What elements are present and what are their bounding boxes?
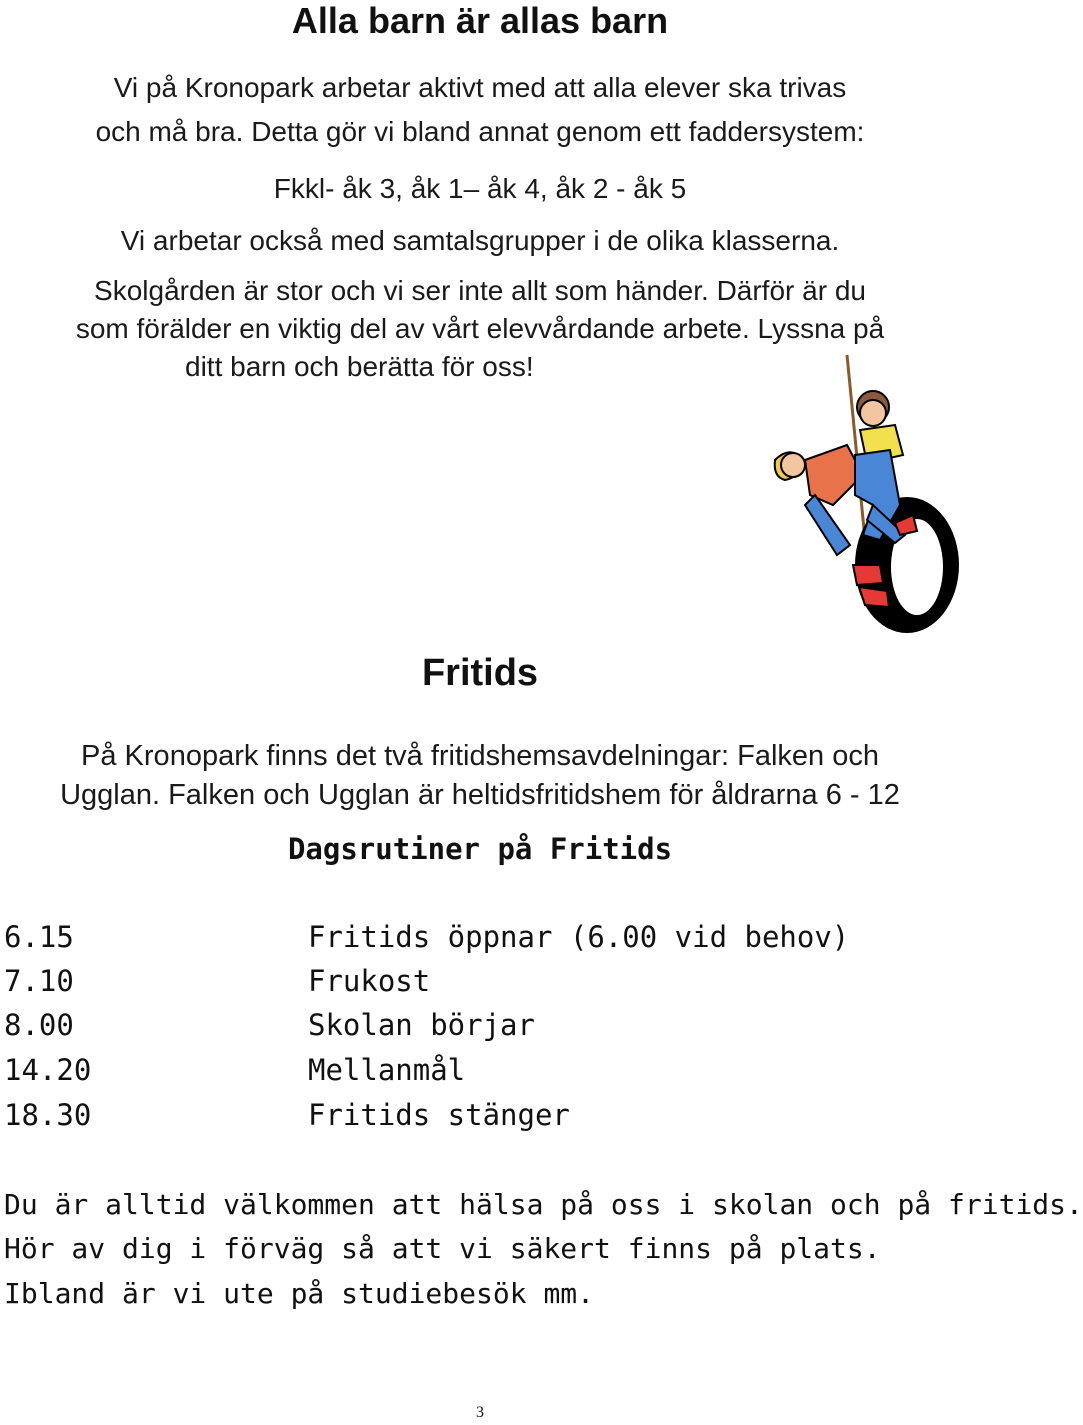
fritids-line-2: Ugglan. Falken och Ugglan är heltidsfritidshem för åldrarna 6 - 12 bbox=[60, 779, 900, 811]
outro-line-2: Hör av dig i förväg så att vi säkert finns på plats. bbox=[4, 1232, 881, 1265]
schedule-time: 14.20 bbox=[4, 1053, 92, 1087]
outro-line-3: Ibland är vi ute på studiebesök mm. bbox=[4, 1277, 595, 1310]
intro-line-7: ditt barn och berätta för oss! bbox=[185, 351, 534, 382]
schedule-activity: Mellanmål bbox=[308, 1053, 466, 1087]
children-on-tire-swing-icon bbox=[755, 355, 960, 635]
intro-line-6: som förälder en viktig del av vårt elevvårdande arbete. Lyssna på bbox=[75, 313, 885, 344]
intro-line-1: Vi på Kronopark arbetar aktivt med att alla elever ska trivas bbox=[113, 72, 847, 103]
page-number: 3 bbox=[476, 1404, 484, 1421]
intro-line-2: och må bra. Detta gör vi bland annat genom ett faddersystem: bbox=[95, 116, 865, 147]
schedule-activity: Fritids stänger bbox=[308, 1098, 570, 1132]
intro-line-4: Vi arbetar också med samtalsgrupper i de olika klasserna. bbox=[120, 225, 840, 256]
schedule-row bbox=[0, 1053, 960, 1097]
schedule-row bbox=[0, 920, 960, 964]
schedule-time: 6.15 bbox=[4, 920, 74, 954]
intro-line-5: Skolgården är stor och vi ser inte allt som händer. Därför är du bbox=[94, 275, 866, 306]
schedule-time: 18.30 bbox=[4, 1098, 92, 1132]
schedule-activity: Skolan börjar bbox=[308, 1008, 535, 1042]
schedule-row bbox=[0, 1008, 960, 1052]
outro-line-1: Du är alltid välkommen att hälsa på oss i skolan och på fritids. bbox=[4, 1188, 1083, 1221]
schedule-row bbox=[0, 964, 960, 1008]
schedule-activity: Frukost bbox=[308, 964, 431, 998]
schedule-heading: Dagsrutiner på Fritids bbox=[287, 832, 673, 866]
intro-sponsor-pairs: Fkkl- åk 3, åk 1– åk 4, åk 2 - åk 5 bbox=[273, 173, 687, 204]
schedule-row bbox=[0, 1098, 960, 1142]
fritids-line-1: På Kronopark finns det två fritidshemsavdelningar: Falken och bbox=[81, 740, 879, 772]
schedule-time: 7.10 bbox=[4, 964, 74, 998]
schedule-activity: Fritids öppnar (6.00 vid behov) bbox=[308, 920, 850, 954]
page-title: Alla barn är allas barn bbox=[291, 0, 669, 41]
schedule-time: 8.00 bbox=[4, 1008, 74, 1042]
fritids-heading: Fritids bbox=[421, 652, 539, 694]
